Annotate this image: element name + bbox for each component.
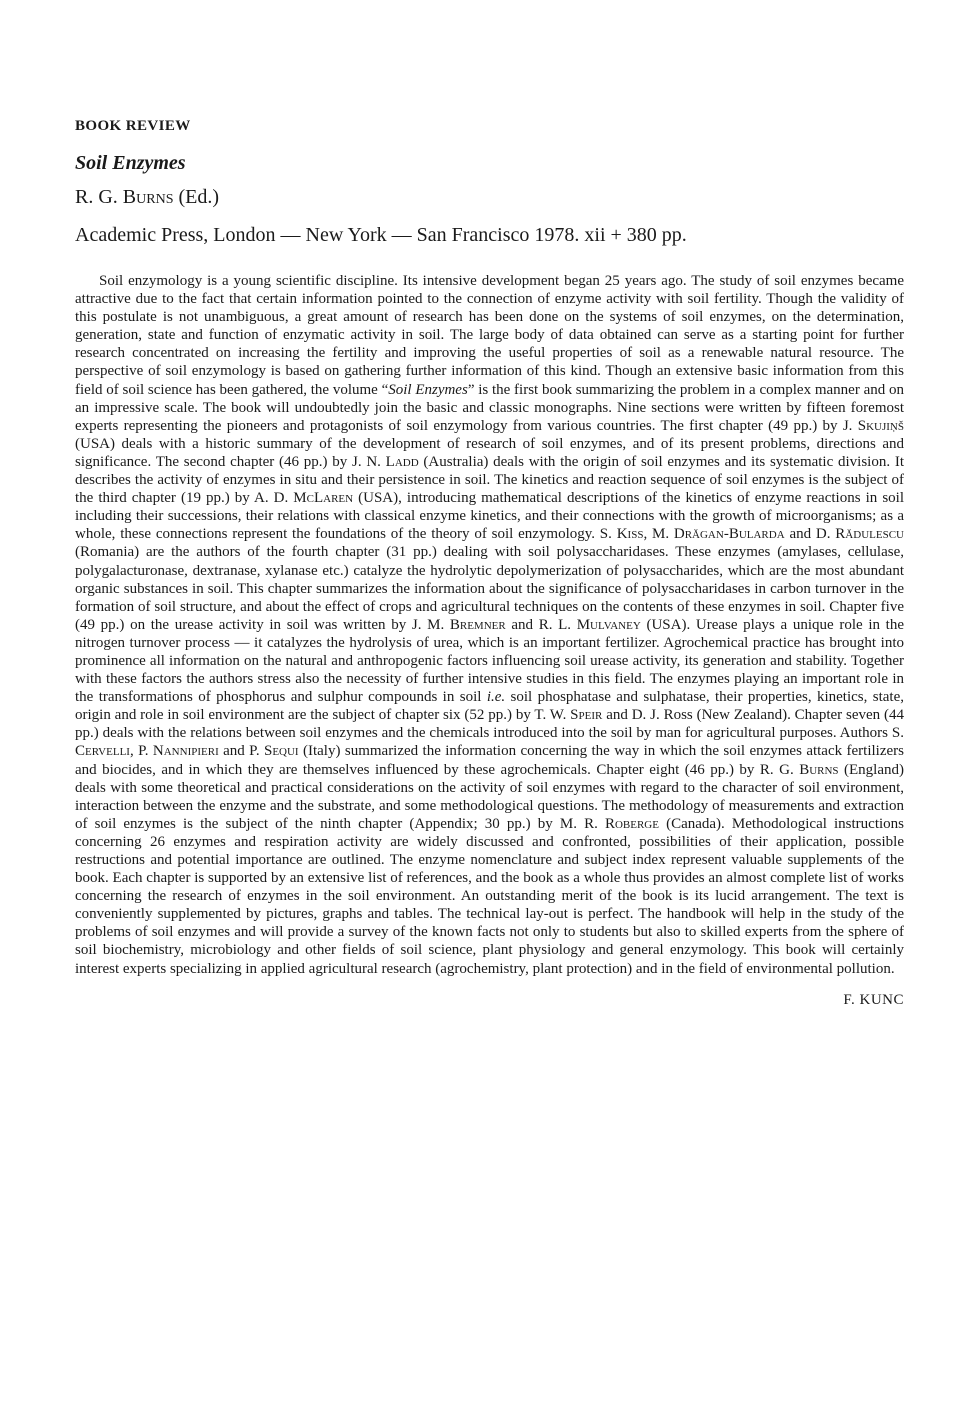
author-name: Burns — [799, 761, 839, 778]
review-text: (Canada). Methodological instructions concerning 26 enzymes and respiration activity are widely discussed and confronted, possibilities of their application, possible restructions and potential importance are outlined. The enzyme nomenclature and subject index represent valuable supplements of the book. Each chapter is supported by an extensive list of references, and the book as a whole thus provides an almost complete list of works concerning the research of enzymes in the soil environment. An outstanding merit of the book is its lucid arrangement. The text is conveniently supplemented by pictures, graphs and tables. The technical lay-out is perfect. The handbook will help in the study of the problems of soil enzymes and will provide a survey of the known facts not only to students but also to skilled experts from the sphere of soil biochemistry, microbiology and other fields of soil science, plant physiology and general enzymology. This book will certainly interest experts specializing in applied agricultural research (agrochemistry, plant protection) and in the field of environmental pollution. — [75, 815, 904, 977]
review-text: , M. — [643, 526, 674, 543]
review-text: (Italy) summarized the information concerning the way in which the soil enzymes attack fertilizers and biocides, and in which they are themselves influenced by these agrochemicals. Chapter eight (46 pp.) by R. G. — [75, 743, 904, 778]
author-name: Sequi — [263, 743, 299, 760]
book-editor — [75, 182, 904, 212]
review-text: and D. J. Ross (New Zealand). Chapter seven (44 pp.) deals with the relations between soil enzymes and the chemicals introduced into the soil by man for agricultural purposes. Authors S. — [75, 707, 904, 742]
author-name: Mulvaney — [576, 616, 641, 633]
italic-abbreviation: i.e. — [486, 689, 506, 706]
editor-role: (Ed.) — [178, 186, 220, 208]
review-text: (USA) deals with a historic summary of the development of research of soil enzymes, and of its present problems, directions and significance. The second chapter (46 pp.) by J. N. — [75, 435, 904, 470]
editor-initials: R. G. — [75, 186, 118, 208]
review-text: and D. — [784, 526, 836, 543]
publisher-line: Academic Press, London — New York — San Francisco 1978. xii + 380 pp. — [75, 224, 687, 246]
review-text: (England) deals with some theoretical and practical considerations on the activity of soil enzymes with regard to the character of soil environment, interaction between the enzyme and the substrate, and some methodological questions. The methodology of measurements and extraction of soil enzymes is the subject of the ninth chapter (Appendix; 30 pp.) by M. R. — [75, 761, 904, 832]
book-title-inline: Soil Enzymes — [388, 381, 468, 398]
review-text: (USA). Urease plays a unique role in the nitrogen turnover process — it catalyzes the hydrolysis of urea, which is an important fertilizer. Agrochemical practice has brought into prominence all information on the natural and anthropogenic factors influencing soil urease activity, its generation and stability. Together with these factors the authors stress also the necessity of further intensive studies in this field. The enzymes playing an important role in the transformations of phosphorus and sulphur compounds in soil — [75, 616, 904, 706]
author-name: Kiss — [616, 526, 644, 543]
review-text: (Romania) are the authors of the fourth chapter (31 pp.) dealing with soil polysaccharidases. These enzymes (amylases, cellulase, polygalacturonase, dextranase, xylanase etc.) catalyze the hydrolytic depolymerization of polysaccharides, which are the most abundant organic substances in soil. This chapter summarizes the information about the significance of polysaccharidases in carbon turnover in the formation of soil structure, and about the effect of crops and agricultural techniques on the contents of these enzymes in soil. Chapter five (49 pp.) on the urease activity in soil was written by J. M. — [75, 544, 904, 633]
book-title: Soil Enzymes — [75, 152, 186, 174]
author-name: McLaren — [293, 490, 354, 507]
author-name: Ladd — [385, 453, 419, 470]
author-name: Nannipieri — [152, 743, 219, 760]
review-text: , P. — [129, 743, 153, 760]
author-name: Rădulescu — [835, 526, 904, 543]
review-text: (Australia) deals with the origin of soil enzymes and its systematic division. It describes the activity of enzymes in situ and their persistence in soil. The kinetics and reaction sequence of soil enzymes is the subject of the third chapter (19 pp.) by A. D. — [75, 453, 905, 507]
review-body — [75, 272, 904, 978]
author-name: Roberge — [604, 815, 659, 832]
review-text: soil phosphatase and sulphatase, their properties, kinetics, state, origin and role in soil environment are the subject of chapter six (52 pp.) by T. W. — [75, 689, 904, 724]
review-text: (USA), introducing mathematical descriptions of the kinetics of enzyme reactions in soil including their successions, their relations with classical enzyme kinetics, and their connections with the growth of microorganisms; as a whole, these connections represent the foundations of the theory of soil enzymology. S. — [75, 490, 904, 543]
author-name: Drăgan-Bularda — [673, 526, 785, 543]
author-name: Cervelli — [75, 743, 130, 760]
book-review-page — [75, 116, 904, 1010]
review-text: Soil enzymology is a young scientific discipline. Its intensive development began 25 years ago. The study of soil enzymes became attractive due to the fact that certain information pointed to the connection of enzyme activity with soil fertility. Though the validity of this postulate is not unambiguous, a great amount of research has been done on the systems of soil enzymes, on the determination, generation, state and function of enzymatic activity in soil. The large body of data obtained can serve as a starting point for further research concentrated on increasing the fertility and improving the useful properties of soil as a renewable natural resource. The perspective of soil enzymology is based on gathering further information of this kind. Though an extensive basic information from this field of soil science has been gathered, the volume “ — [75, 273, 904, 398]
section-label: BOOK REVIEW — [75, 118, 191, 134]
reviewer-signature: F. KUNC — [843, 991, 904, 1008]
editor-surname: Burns — [122, 186, 174, 208]
author-name: Bremner — [449, 616, 506, 633]
author-name: Speir — [570, 707, 603, 724]
review-text: and P. — [218, 743, 264, 760]
review-text: and R. L. — [505, 616, 577, 633]
review-text: ” is the first book summarizing the problem in a complex manner and on an impressive scale. The book will undoubtedly join the basic and classic monographs. Nine sections were written by fifteen foremost experts representing the pioneers and protagonists of soil enzymology from various countries. The first chapter (49 pp.) by J. — [75, 381, 904, 434]
author-name: Skujiņš — [857, 417, 904, 434]
